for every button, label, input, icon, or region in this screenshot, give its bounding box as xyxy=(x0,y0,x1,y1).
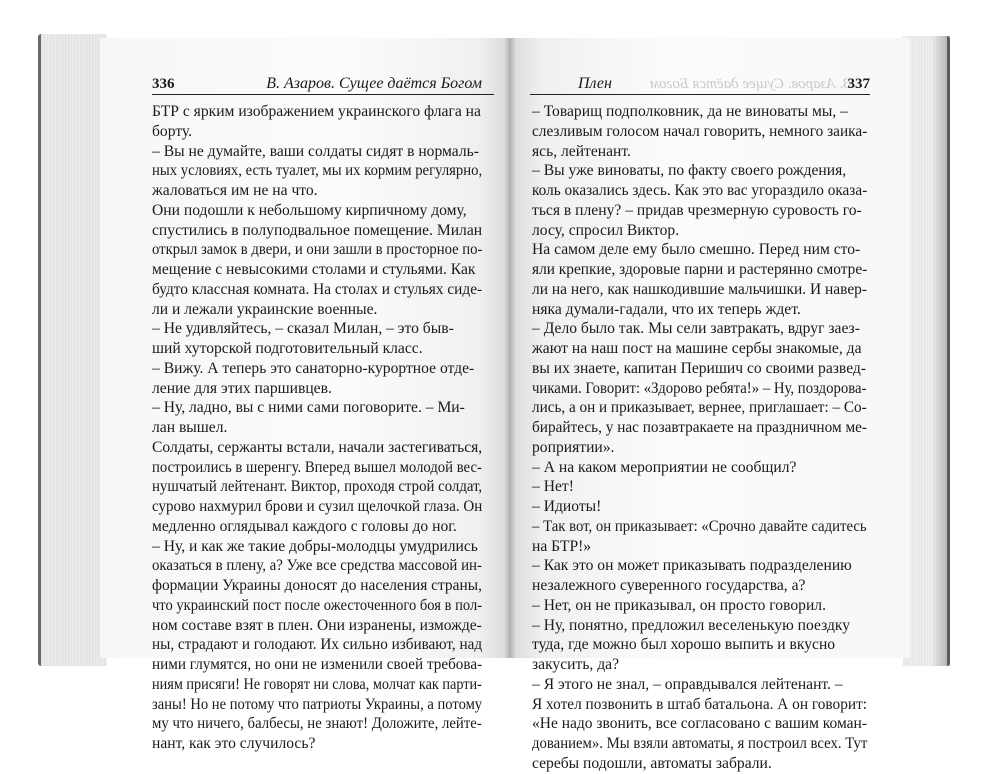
bleed-through-title: В. Азаров. Сущее даётся Богом xyxy=(650,76,853,92)
text-line: роприятии». xyxy=(532,438,615,456)
text-line: яли крепкие, здоровые парни и растерянно смотре- xyxy=(532,261,868,278)
text-line: – Ну, понятно, предложил веселенькую поездку xyxy=(532,616,851,634)
text-line: построились в шеренгу. Вперед вышел молодой вес- xyxy=(152,458,482,476)
text-line: ли на него, как нашкодившие мальчишки. И навер- xyxy=(532,280,868,298)
text-line: Солдаты, сержанты встали, начали застегиваться, xyxy=(152,438,483,456)
text-line: вы их знаете, капитан Перишич со своими развед- xyxy=(532,359,867,377)
text-line: – Вы не думайте, ваши солдаты сидят в нормаль- xyxy=(152,142,479,160)
text-line: оказаться в плену, а? Уже все средства массовой ин- xyxy=(152,557,482,575)
text-line: – Дело было так. Мы сели завтракать, вдруг заез- xyxy=(532,320,860,338)
text-line: лан вышел. xyxy=(152,419,228,436)
text-line: ление для этих паршивцев. xyxy=(152,379,332,397)
text-line: – Ну, ладно, вы с ними сами поговорите. – Ми- xyxy=(152,399,465,417)
open-book xyxy=(38,30,950,772)
text-line: – Идиоты! xyxy=(532,498,602,515)
text-line: – Как это он может приказывать подразделению xyxy=(532,557,852,575)
text-line: что украинский пост после ожесточенного боя в пол- xyxy=(152,596,483,614)
text-line: борту. xyxy=(152,122,193,140)
text-line: формации Украины доносят до населения страны, xyxy=(152,577,482,594)
text-line: жаловаться им не на что. xyxy=(152,182,318,199)
text-line: ли и лежали украинские военные. xyxy=(152,300,378,318)
text-line: чиками. Говорит: «Здорово ребята!» – Ну, поздорова- xyxy=(532,379,867,397)
text-line: незалежного суверенного государства, а? xyxy=(532,577,806,594)
text-line: – Нет! xyxy=(532,478,574,496)
text-line: на БТР!» xyxy=(532,537,592,555)
text-line: ниям присяги! Не говорят ни слова, молчат как парти- xyxy=(152,675,482,693)
text-line: туда, где можно был хорошо выпить и вкусно xyxy=(532,636,836,654)
text-line: спустились в полуподвальное помещение. Милан xyxy=(152,221,483,239)
text-line: ними глумятся, но они не изменили своей требова- xyxy=(152,656,483,673)
left-running-title: В. Азаров. Сущее даётся Богом xyxy=(266,75,482,92)
text-line: лись, а он и приказывает, вернее, приглашает: – Со- xyxy=(532,399,867,417)
text-line: будто классная комната. На столах и стульях сиде- xyxy=(152,280,483,298)
text-line: – А на каком мероприятии не сообщил? xyxy=(532,458,797,476)
right-edge-shadow xyxy=(932,36,950,666)
text-line: На самом деле ему было смешно. Перед ним сто- xyxy=(532,241,861,259)
text-line: слезливым голосом начал говорить, немного заика- xyxy=(532,122,868,140)
text-line: – Ну, и как же такие добры-молодцы умудрились xyxy=(152,537,478,555)
text-line: нушчатый лейтенант. Виктор, проходя строй солдат, xyxy=(152,478,483,496)
text-line: закусить, да? xyxy=(532,656,619,673)
text-line: му что ничего, балбесы, не знают! Доложите, лейте- xyxy=(152,715,482,733)
left-page-edges xyxy=(38,34,107,666)
text-line: сурово нахмурил брови и сузил щелочкой глаза. Он xyxy=(152,498,483,515)
text-line: серебы подошли, автоматы забрали. xyxy=(532,754,772,772)
text-line: няка думали-гадали, что их теперь ждет. xyxy=(532,300,801,318)
text-line: заны! Но не потому что патриоты Украины, а потому xyxy=(152,695,483,713)
text-line: – Не удивляйтесь, – сказал Милан, – это быв- xyxy=(152,320,454,338)
text-line: бирайтесь, у нас позавтракаете на праздничном ме- xyxy=(532,419,867,436)
text-line: Я хотел позвонить в штаб батальона. А он говорит: xyxy=(532,695,868,713)
text-line: ший хуторской подготовительный класс. xyxy=(152,340,423,357)
text-line: медленно оглядывал каждого с головы до ног. xyxy=(152,517,457,535)
text-line: – Вижу. А теперь это санаторно-курортное отде- xyxy=(152,359,475,377)
text-line: – Нет, он не приказывал, он просто говорил. xyxy=(532,596,826,614)
text-line: – Так вот, он приказывает: «Срочно давайте садитесь xyxy=(532,517,867,535)
right-page-header xyxy=(530,74,870,95)
left-page-text xyxy=(152,102,482,754)
text-line: «Не надо звонить, все согласовано с вашим коман- xyxy=(532,715,868,733)
text-line: жают на наш пост на машине сербы знакомые, да xyxy=(532,340,862,357)
text-line: ться в плену? – придав чрезмерную суровость го- xyxy=(532,201,862,219)
right-running-title: Плен xyxy=(578,75,612,92)
left-page-number: 336 xyxy=(152,76,175,92)
text-line: ных условиях, есть туалет, мы их кормим регулярно, xyxy=(152,162,483,180)
text-line: нант, как это случилось? xyxy=(152,735,316,752)
text-line: БТР с ярким изображением украинского флага на xyxy=(152,103,481,120)
text-line: – Я этого не знал, – оправдывался лейтенант. – xyxy=(532,675,843,693)
text-line: ны, страдают и голодают. Их сильно избивают, над xyxy=(152,636,483,654)
right-page-number: 337 xyxy=(847,76,870,92)
text-line: дованием». Мы взяли автоматы, я построил всех. Тут xyxy=(532,735,868,752)
text-line: – Вы уже виноваты, по факту своего рождения, xyxy=(532,162,847,180)
right-page-text xyxy=(532,102,867,774)
text-line: коль оказались здесь. Как это вас угораздило оказа- xyxy=(532,182,868,199)
text-line: ном составе взят в плен. Они изранены, изможде- xyxy=(152,616,482,634)
text-line: мещение с невысокими столами и стульями. Как xyxy=(152,261,476,278)
left-page-header xyxy=(152,74,494,95)
text-line: лосу, спросил Виктор. xyxy=(532,221,680,239)
text-line: открыл замок в двери, и они зашли в просторное по- xyxy=(152,241,483,259)
text-line: – Товарищ подполковник, да не виноваты мы, – xyxy=(532,103,848,120)
right-page xyxy=(510,38,910,772)
text-line: ясь, лейтенант. xyxy=(532,142,631,160)
text-line: Они подошли к небольшому кирпичному дому, xyxy=(152,201,467,219)
book-gutter xyxy=(504,38,516,658)
left-page xyxy=(100,38,510,752)
